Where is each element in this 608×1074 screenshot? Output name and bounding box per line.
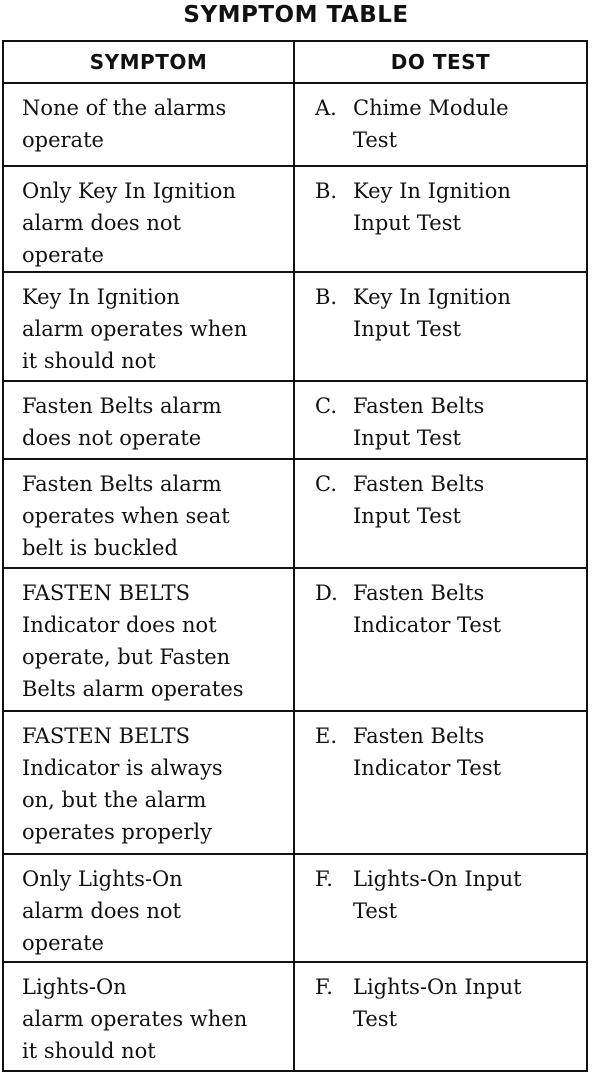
test-name-line: Fasten Belts — [353, 724, 485, 748]
symptom-line: FASTEN BELTS — [22, 581, 191, 605]
test-letter: B. — [315, 285, 338, 309]
table-body — [3, 83, 587, 1071]
test-name-line: Fasten Belts — [353, 472, 485, 496]
do-test-cell — [294, 381, 587, 459]
test-letter: A. — [315, 96, 337, 120]
table-row — [3, 166, 587, 272]
symptom-line: operate — [22, 931, 104, 955]
symptom-cell — [3, 166, 294, 272]
symptom-line: alarm does not — [22, 899, 181, 923]
test-reference — [315, 175, 576, 239]
test-name-line: Input Test — [353, 317, 461, 341]
symptom-line: alarm operates when — [22, 317, 248, 341]
test-letter: C. — [315, 472, 337, 496]
symptom-line: Indicator does not — [22, 613, 217, 637]
test-letter: F. — [315, 867, 333, 891]
symptom-line: operate — [22, 243, 104, 267]
symptom-line: it should not — [22, 1039, 156, 1063]
symptom-line: operates when seat — [22, 504, 230, 528]
symptom-line: on, but the alarm — [22, 788, 207, 812]
test-name-line: Lights-On Input — [353, 867, 522, 891]
do-test-cell — [294, 854, 587, 962]
page-title: SYMPTOM TABLE — [183, 2, 409, 28]
test-reference — [315, 281, 576, 345]
test-name-line: Input Test — [353, 504, 461, 528]
do-test-cell — [294, 166, 587, 272]
test-letter: F. — [315, 975, 333, 999]
table-row — [3, 381, 587, 459]
test-reference — [315, 577, 576, 641]
symptom-line: it should not — [22, 349, 156, 373]
test-name — [353, 971, 576, 1035]
test-reference — [315, 720, 576, 784]
test-name — [353, 720, 576, 784]
symptom-line: operate — [22, 128, 104, 152]
test-name — [353, 468, 576, 532]
symptom-line: operates properly — [22, 820, 213, 844]
symptom-cell — [3, 568, 294, 711]
test-name-line: Chime Module — [353, 96, 509, 120]
table-header — [3, 41, 587, 83]
test-name-line: Lights-On Input — [353, 975, 522, 999]
test-name — [353, 390, 576, 454]
test-name-line: Fasten Belts — [353, 394, 485, 418]
test-name-line: Indicator Test — [353, 613, 502, 637]
test-name-line: Test — [353, 1007, 398, 1031]
test-name-line: Key In Ignition — [353, 285, 511, 309]
column-header-symptom: SYMPTOM — [3, 41, 294, 83]
symptom-cell — [3, 459, 294, 568]
symptom-line: operate, but Fasten — [22, 645, 231, 669]
symptom-cell — [3, 381, 294, 459]
symptom-cell — [3, 272, 294, 381]
test-name-line: Input Test — [353, 211, 461, 235]
symptom-line: alarm operates when — [22, 1007, 248, 1031]
symptom-line: Key In Ignition — [22, 285, 180, 309]
test-name-line: Input Test — [353, 426, 461, 450]
symptom-line: alarm does not — [22, 211, 181, 235]
test-name-line: Key In Ignition — [353, 179, 511, 203]
symptom-line: Indicator is always — [22, 756, 223, 780]
table-row — [3, 962, 587, 1071]
test-name — [353, 281, 576, 345]
do-test-cell — [294, 459, 587, 568]
do-test-cell — [294, 272, 587, 381]
table-row — [3, 711, 587, 854]
table-row — [3, 568, 587, 711]
symptom-line: None of the alarms — [22, 96, 227, 120]
table-row — [3, 459, 587, 568]
symptom-cell — [3, 711, 294, 854]
symptom-line: Only Key In Ignition — [22, 179, 236, 203]
test-letter: C. — [315, 394, 337, 418]
test-name — [353, 863, 576, 927]
symptom-cell — [3, 83, 294, 166]
symptom-line: Lights-On — [22, 975, 127, 999]
symptom-line: does not operate — [22, 426, 202, 450]
do-test-cell — [294, 962, 587, 1071]
test-name-line: Test — [353, 899, 398, 923]
test-name-line: Indicator Test — [353, 756, 502, 780]
test-reference — [315, 468, 576, 532]
test-letter: D. — [315, 581, 338, 605]
symptom-line: FASTEN BELTS — [22, 724, 191, 748]
test-reference — [315, 971, 576, 1035]
test-name — [353, 577, 576, 641]
symptom-line: belt is buckled — [22, 536, 178, 560]
do-test-cell — [294, 711, 587, 854]
symptom-cell — [3, 854, 294, 962]
test-letter: E. — [315, 724, 338, 748]
do-test-cell — [294, 568, 587, 711]
test-name — [353, 175, 576, 239]
test-reference — [315, 390, 576, 454]
symptom-line: Belts alarm operates — [22, 677, 244, 701]
symptom-line: Fasten Belts alarm — [22, 394, 222, 418]
table-row — [3, 854, 587, 962]
test-reference — [315, 92, 576, 156]
do-test-cell — [294, 83, 587, 166]
test-name-line: Test — [353, 128, 398, 152]
header-row — [3, 41, 587, 83]
symptom-table — [2, 40, 588, 1072]
column-header-do-test: DO TEST — [294, 41, 587, 83]
table-row — [3, 272, 587, 381]
symptom-line: Fasten Belts alarm — [22, 472, 222, 496]
test-name-line: Fasten Belts — [353, 581, 485, 605]
test-reference — [315, 863, 576, 927]
test-letter: B. — [315, 179, 338, 203]
symptom-cell — [3, 962, 294, 1071]
symptom-line: Only Lights-On — [22, 867, 183, 891]
test-name — [353, 92, 576, 156]
table-row — [3, 83, 587, 166]
